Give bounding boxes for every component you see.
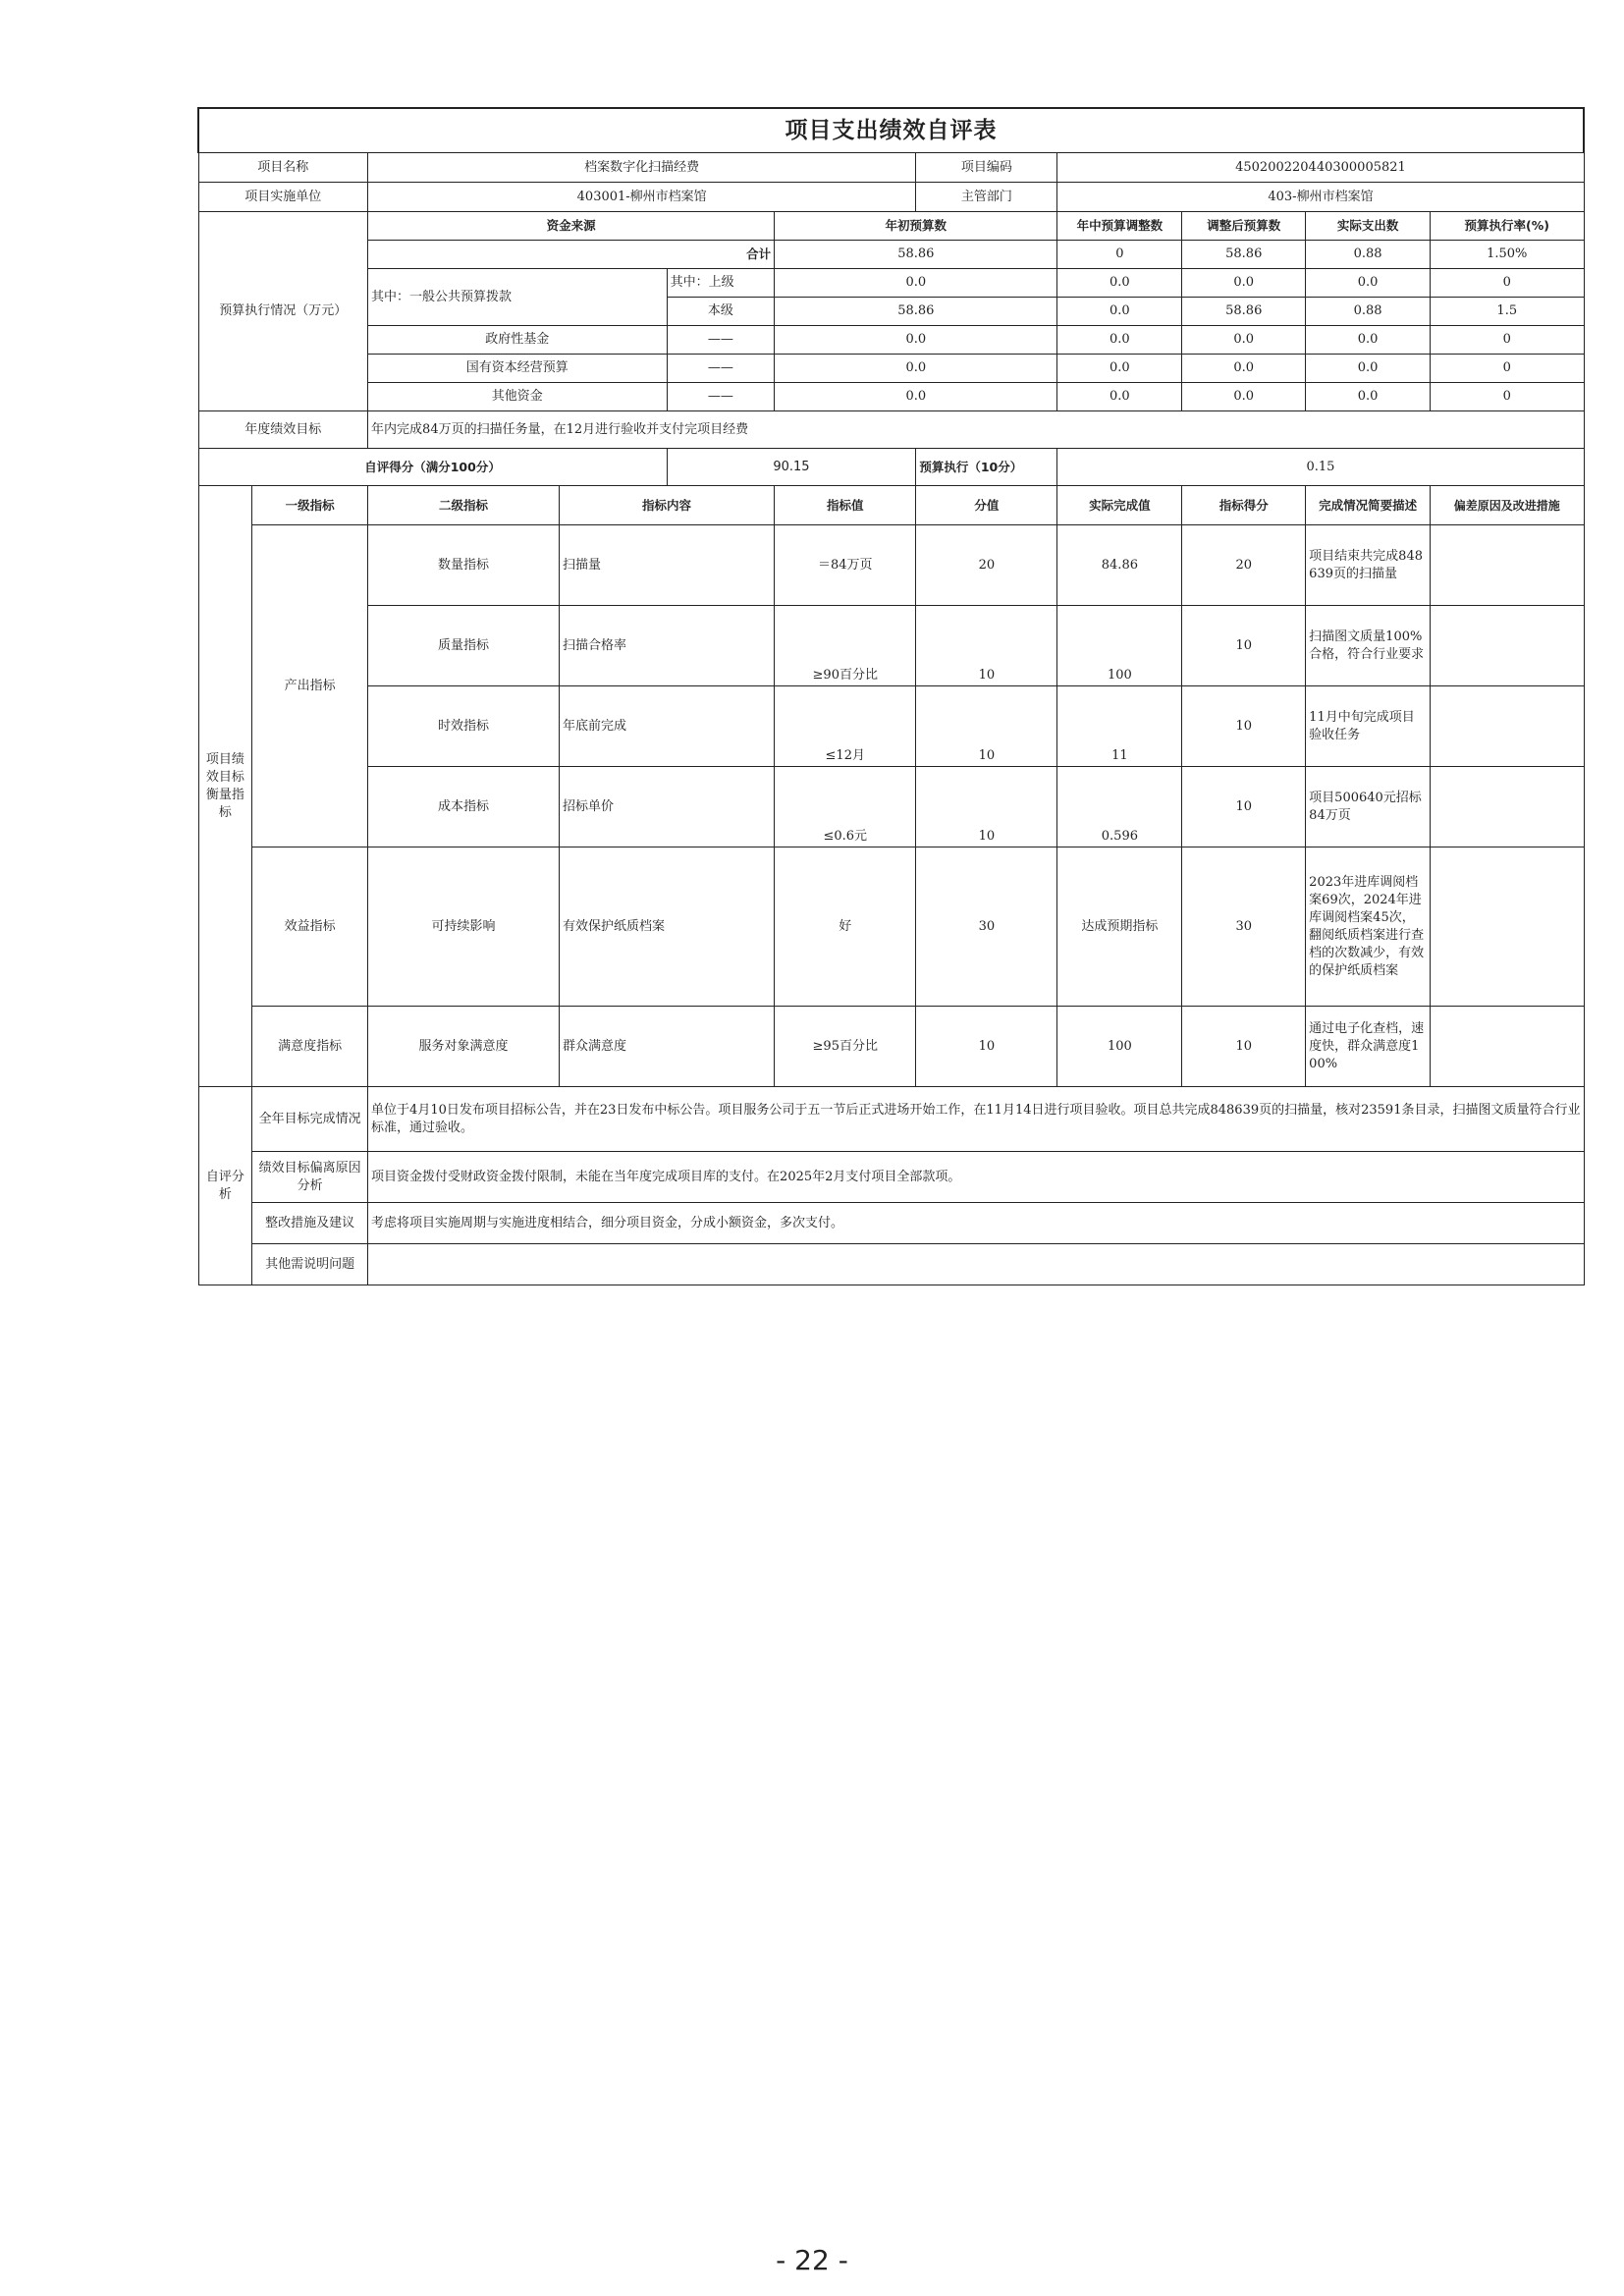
indicator-reason xyxy=(1431,525,1584,606)
project-name-value: 档案数字化扫描经费 xyxy=(368,153,916,183)
indicator-score: 10 xyxy=(1182,767,1306,847)
budget-cell: 58.86 xyxy=(1182,241,1306,269)
indicator-header: 二级指标 xyxy=(368,486,560,525)
indicator-weight: 10 xyxy=(916,1007,1057,1087)
budget-exec-value: 0.15 xyxy=(1057,449,1584,486)
indicator-level2: 质量指标 xyxy=(368,606,560,686)
budget-dash: —— xyxy=(667,383,775,411)
budget-cell: 0.0 xyxy=(775,383,1057,411)
indicator-desc: 11月中旬完成项目验收任务 xyxy=(1306,686,1431,767)
annual-goal-label: 年度绩效目标 xyxy=(198,411,368,449)
indicator-header: 完成情况简要描述 xyxy=(1306,486,1431,525)
indicator-score: 10 xyxy=(1182,1007,1306,1087)
indicator-header: 指标内容 xyxy=(559,486,774,525)
unit-value: 403001-柳州市档案馆 xyxy=(368,183,916,212)
budget-cell: 0.0 xyxy=(1182,383,1306,411)
indicator-weight: 30 xyxy=(916,847,1057,1007)
analysis-item-label: 绩效目标偏离原因分析 xyxy=(252,1152,368,1203)
budget-cell: 0.0 xyxy=(1057,269,1182,298)
indicator-level2: 时效指标 xyxy=(368,686,560,767)
budget-cell: 0.0 xyxy=(775,269,1057,298)
budget-cell: 0.88 xyxy=(1306,241,1431,269)
indicator-content: 年底前完成 xyxy=(559,686,774,767)
budget-header-actual: 实际支出数 xyxy=(1306,212,1431,241)
budget-cell: 1.5 xyxy=(1431,298,1584,326)
performance-self-evaluation-form xyxy=(197,107,1585,1285)
indicator-header: 一级指标 xyxy=(252,486,368,525)
indicator-actual: 84.86 xyxy=(1057,525,1182,606)
budget-cell: 0.0 xyxy=(1057,383,1182,411)
budget-cell: 0.0 xyxy=(1057,326,1182,355)
budget-cell: 1.50% xyxy=(1431,241,1584,269)
indicator-content: 群众满意度 xyxy=(559,1007,774,1087)
budget-cell: 0.0 xyxy=(1182,269,1306,298)
indicator-target: ＝84万页 xyxy=(775,525,916,606)
indicator-target: 好 xyxy=(775,847,916,1007)
indicator-header: 分值 xyxy=(916,486,1057,525)
budget-cell: 0 xyxy=(1057,241,1182,269)
indicator-weight: 10 xyxy=(916,606,1057,686)
annual-goal-text: 年内完成84万页的扫描任务量，在12月进行验收并支付完项目经费 xyxy=(368,411,1584,449)
budget-cell: 0.88 xyxy=(1306,298,1431,326)
project-name-label: 项目名称 xyxy=(198,153,368,183)
budget-header-adjusted: 调整后预算数 xyxy=(1182,212,1306,241)
self-score-label: 自评得分（满分100分） xyxy=(198,449,667,486)
budget-cell: 0.0 xyxy=(1057,355,1182,383)
budget-cell: 0.0 xyxy=(1182,355,1306,383)
budget-cell: 0.0 xyxy=(1306,326,1431,355)
indicator-weight: 10 xyxy=(916,767,1057,847)
analysis-item-text: 单位于4月10日发布项目招标公告，并在23日发布中标公告。项目服务公司于五一节后正式进场开始工作，在11月14日进行项目验收。项目总共完成848639页的扫描量，核对23591条目录，扫描图文质量符合行业标准，通过验收。 xyxy=(368,1087,1584,1152)
indicator-actual: 达成预期指标 xyxy=(1057,847,1182,1007)
indicator-desc: 项目500640元招标84万页 xyxy=(1306,767,1431,847)
analysis-section-label: 自评分析 xyxy=(198,1087,252,1285)
budget-local-label: 本级 xyxy=(667,298,775,326)
budget-cell: 0.0 xyxy=(775,355,1057,383)
indicator-header: 偏差原因及改进措施 xyxy=(1431,486,1584,525)
analysis-item-text xyxy=(368,1244,1584,1285)
dept-label: 主管部门 xyxy=(916,183,1057,212)
budget-section-label: 预算执行情况（万元） xyxy=(198,212,368,411)
output-indicator-label: 产出指标 xyxy=(252,525,368,847)
indicator-level2: 数量指标 xyxy=(368,525,560,606)
budget-fund-label: 国有资本经营预算 xyxy=(368,355,668,383)
indicator-reason xyxy=(1431,686,1584,767)
budget-fund-label: 其他资金 xyxy=(368,383,668,411)
benefit-indicator-label: 效益指标 xyxy=(252,847,368,1007)
indicator-target: ≤12月 xyxy=(775,686,916,767)
form-title: 项目支出绩效自评表 xyxy=(198,108,1584,153)
indicator-reason xyxy=(1431,767,1584,847)
indicator-target: ≥90百分比 xyxy=(775,606,916,686)
indicator-section-label: 项目绩效目标衡量指标 xyxy=(198,486,252,1087)
indicator-reason xyxy=(1431,1007,1584,1087)
indicator-score: 20 xyxy=(1182,525,1306,606)
budget-fund-label: 政府性基金 xyxy=(368,326,668,355)
indicator-target: ≥95百分比 xyxy=(775,1007,916,1087)
budget-cell: 58.86 xyxy=(1182,298,1306,326)
budget-cell: 0 xyxy=(1431,269,1584,298)
indicator-content: 招标单价 xyxy=(559,767,774,847)
budget-cell: 58.86 xyxy=(775,241,1057,269)
budget-cell: 0 xyxy=(1431,355,1584,383)
indicator-reason xyxy=(1431,606,1584,686)
budget-general-label: 其中：一般公共预算拨款 xyxy=(368,269,668,326)
self-score-value: 90.15 xyxy=(667,449,916,486)
indicator-level2: 可持续影响 xyxy=(368,847,560,1007)
indicator-desc: 2023年进库调阅档案69次，2024年进库调阅档案45次，翻阅纸质档案进行查档的次数减少，有效的保护纸质档案 xyxy=(1306,847,1431,1007)
indicator-actual: 100 xyxy=(1057,606,1182,686)
budget-cell: 0 xyxy=(1431,326,1584,355)
indicator-actual: 100 xyxy=(1057,1007,1182,1087)
evaluation-table xyxy=(197,107,1585,1285)
indicator-desc: 项目结束共完成848639页的扫描量 xyxy=(1306,525,1431,606)
budget-exec-label: 预算执行（10分） xyxy=(916,449,1057,486)
indicator-content: 有效保护纸质档案 xyxy=(559,847,774,1007)
indicator-header: 实际完成值 xyxy=(1057,486,1182,525)
analysis-item-label: 其他需说明问题 xyxy=(252,1244,368,1285)
dept-value: 403-柳州市档案馆 xyxy=(1057,183,1584,212)
indicator-desc: 扫描图文质量100%合格，符合行业要求 xyxy=(1306,606,1431,686)
budget-cell: 0.0 xyxy=(1306,383,1431,411)
budget-cell: 58.86 xyxy=(775,298,1057,326)
indicator-header: 指标值 xyxy=(775,486,916,525)
indicator-score: 30 xyxy=(1182,847,1306,1007)
indicator-desc: 通过电子化查档，速度快，群众满意度100% xyxy=(1306,1007,1431,1087)
budget-header-initial: 年初预算数 xyxy=(775,212,1057,241)
budget-header-adjust: 年中预算调整数 xyxy=(1057,212,1182,241)
indicator-actual: 0.596 xyxy=(1057,767,1182,847)
page-number: - 22 - xyxy=(776,2244,848,2276)
indicator-weight: 20 xyxy=(916,525,1057,606)
indicator-level2: 成本指标 xyxy=(368,767,560,847)
project-code-label: 项目编码 xyxy=(916,153,1057,183)
budget-cell: 0.0 xyxy=(1306,269,1431,298)
indicator-weight: 10 xyxy=(916,686,1057,767)
analysis-item-text: 考虑将项目实施周期与实施进度相结合，细分项目资金，分成小额资金，多次支付。 xyxy=(368,1203,1584,1244)
budget-cell: 0.0 xyxy=(1057,298,1182,326)
indicator-level2: 服务对象满意度 xyxy=(368,1007,560,1087)
budget-header-rate: 预算执行率(%) xyxy=(1431,212,1584,241)
budget-cell: 0 xyxy=(1431,383,1584,411)
indicator-header: 指标得分 xyxy=(1182,486,1306,525)
unit-label: 项目实施单位 xyxy=(198,183,368,212)
budget-dash: —— xyxy=(667,326,775,355)
indicator-target: ≤0.6元 xyxy=(775,767,916,847)
budget-cell: 0.0 xyxy=(1182,326,1306,355)
analysis-item-text: 项目资金拨付受财政资金拨付限制，未能在当年度完成项目库的支付。在2025年2月支付项目全部款项。 xyxy=(368,1152,1584,1203)
budget-total-label: 合计 xyxy=(368,241,775,269)
indicator-score: 10 xyxy=(1182,606,1306,686)
budget-cell: 0.0 xyxy=(775,326,1057,355)
analysis-item-label: 全年目标完成情况 xyxy=(252,1087,368,1152)
budget-dash: —— xyxy=(667,355,775,383)
indicator-content: 扫描量 xyxy=(559,525,774,606)
indicator-content: 扫描合格率 xyxy=(559,606,774,686)
indicator-reason xyxy=(1431,847,1584,1007)
budget-superior-label: 其中：上级 xyxy=(667,269,775,298)
satisfaction-indicator-label: 满意度指标 xyxy=(252,1007,368,1087)
analysis-item-label: 整改措施及建议 xyxy=(252,1203,368,1244)
project-code-value: 450200220440300005821 xyxy=(1057,153,1584,183)
indicator-score: 10 xyxy=(1182,686,1306,767)
budget-header-source: 资金来源 xyxy=(368,212,775,241)
budget-cell: 0.0 xyxy=(1306,355,1431,383)
indicator-actual: 11 xyxy=(1057,686,1182,767)
